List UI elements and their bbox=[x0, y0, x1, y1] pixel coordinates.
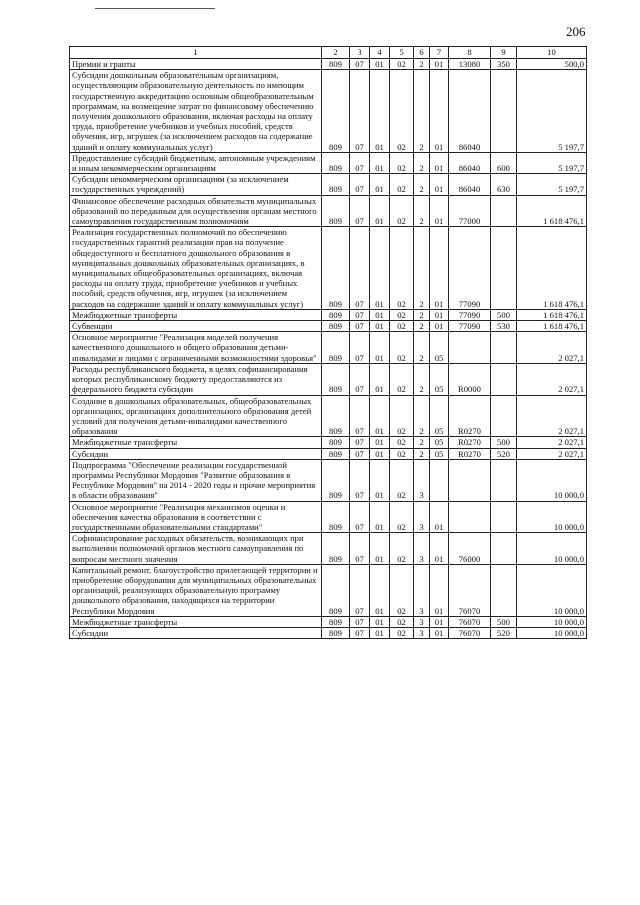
row-code-c8: 76070 bbox=[449, 564, 491, 616]
row-code-c8 bbox=[449, 459, 491, 501]
row-code-c3: 07 bbox=[350, 174, 370, 195]
row-code-c9 bbox=[491, 564, 517, 616]
row-code-c7: 01 bbox=[430, 227, 449, 310]
row-description: Капитальный ремонт, благоустройство прилегающей территории и приобретение оборудования для муниципальных образовательных организаций, реализующих образовательную программу дошкольного образования, находящихся на территории Республики Мордовия bbox=[70, 564, 322, 616]
table-row bbox=[70, 533, 587, 565]
row-code-c8 bbox=[449, 332, 491, 364]
row-code-c7: 05 bbox=[430, 395, 449, 437]
row-amount: 5 197,7 bbox=[517, 174, 587, 195]
row-description: Создание в дошкольных образовательных, общеобразовательных организациях, организациях дополнительного образования детей условий для получения детьми-инвалидами качественного образования bbox=[70, 395, 322, 437]
row-code-c8: 13080 bbox=[449, 59, 491, 70]
table-row bbox=[70, 363, 587, 395]
row-code-c6: 3 bbox=[414, 459, 430, 501]
row-code-c2: 809 bbox=[322, 332, 350, 364]
row-amount: 10 000,0 bbox=[517, 501, 587, 533]
row-code-c4: 01 bbox=[370, 501, 390, 533]
row-description: Субвенции bbox=[70, 321, 322, 332]
row-code-c2: 809 bbox=[322, 501, 350, 533]
row-code-c5: 02 bbox=[390, 332, 414, 364]
row-code-c6: 2 bbox=[414, 448, 430, 459]
row-code-c6: 3 bbox=[414, 616, 430, 627]
row-code-c4: 01 bbox=[370, 174, 390, 195]
row-code-c9: 600 bbox=[491, 152, 517, 173]
row-code-c5: 02 bbox=[390, 448, 414, 459]
row-code-c3: 07 bbox=[350, 395, 370, 437]
row-code-c6: 2 bbox=[414, 227, 430, 310]
table-row bbox=[70, 627, 587, 638]
row-code-c3: 07 bbox=[350, 501, 370, 533]
row-code-c5: 02 bbox=[390, 152, 414, 173]
row-code-c3: 07 bbox=[350, 70, 370, 153]
column-header: 9 bbox=[491, 47, 517, 59]
row-code-c7: 01 bbox=[430, 627, 449, 638]
row-code-c6: 3 bbox=[414, 533, 430, 565]
row-description: Межбюджетные трансферты bbox=[70, 437, 322, 448]
row-code-c7: 01 bbox=[430, 616, 449, 627]
table-row bbox=[70, 616, 587, 627]
row-code-c7: 01 bbox=[430, 152, 449, 173]
row-code-c8: R0270 bbox=[449, 437, 491, 448]
top-rule bbox=[95, 8, 215, 9]
row-code-c3: 07 bbox=[350, 227, 370, 310]
row-code-c6: 2 bbox=[414, 59, 430, 70]
row-code-c3: 07 bbox=[350, 459, 370, 501]
row-code-c8: 76000 bbox=[449, 533, 491, 565]
row-amount: 10 000,0 bbox=[517, 564, 587, 616]
row-amount: 1 618 476,1 bbox=[517, 195, 587, 227]
column-header: 8 bbox=[449, 47, 491, 59]
row-amount: 10 000,0 bbox=[517, 616, 587, 627]
table-row bbox=[70, 332, 587, 364]
row-description: Предоставление субсидий бюджетным, автономным учреждениям и иным некоммерческим организациям bbox=[70, 152, 322, 173]
row-code-c5: 02 bbox=[390, 195, 414, 227]
row-code-c3: 07 bbox=[350, 152, 370, 173]
row-code-c4: 01 bbox=[370, 227, 390, 310]
row-code-c8: 77090 bbox=[449, 227, 491, 310]
row-code-c2: 809 bbox=[322, 309, 350, 320]
row-code-c8: 86040 bbox=[449, 70, 491, 153]
table-row bbox=[70, 195, 587, 227]
row-code-c8: 77090 bbox=[449, 309, 491, 320]
row-code-c7: 05 bbox=[430, 437, 449, 448]
row-code-c4: 01 bbox=[370, 437, 390, 448]
row-code-c4: 01 bbox=[370, 332, 390, 364]
row-code-c8: R0270 bbox=[449, 395, 491, 437]
column-header: 1 bbox=[70, 47, 322, 59]
row-code-c5: 02 bbox=[390, 616, 414, 627]
row-code-c2: 809 bbox=[322, 321, 350, 332]
row-code-c3: 07 bbox=[350, 564, 370, 616]
row-code-c6: 2 bbox=[414, 70, 430, 153]
row-amount: 2 027,1 bbox=[517, 363, 587, 395]
row-code-c4: 01 bbox=[370, 309, 390, 320]
row-code-c5: 02 bbox=[390, 309, 414, 320]
row-code-c7: 05 bbox=[430, 448, 449, 459]
row-code-c2: 809 bbox=[322, 437, 350, 448]
row-code-c5: 02 bbox=[390, 227, 414, 310]
row-code-c9 bbox=[491, 227, 517, 310]
header-row bbox=[70, 47, 587, 59]
table-row bbox=[70, 437, 587, 448]
row-description: Межбюджетные трансферты bbox=[70, 309, 322, 320]
row-amount: 1 618 476,1 bbox=[517, 321, 587, 332]
row-code-c7: 01 bbox=[430, 70, 449, 153]
row-code-c5: 02 bbox=[390, 321, 414, 332]
row-amount: 2 027,1 bbox=[517, 332, 587, 364]
row-code-c8: R0000 bbox=[449, 363, 491, 395]
row-code-c9 bbox=[491, 533, 517, 565]
row-code-c6: 2 bbox=[414, 174, 430, 195]
column-header: 2 bbox=[322, 47, 350, 59]
row-code-c9: 520 bbox=[491, 448, 517, 459]
row-code-c4: 01 bbox=[370, 321, 390, 332]
column-header: 7 bbox=[430, 47, 449, 59]
row-code-c2: 809 bbox=[322, 363, 350, 395]
row-code-c6: 3 bbox=[414, 564, 430, 616]
row-code-c2: 809 bbox=[322, 564, 350, 616]
row-code-c9 bbox=[491, 459, 517, 501]
row-description: Основное мероприятие "Реализация механизмов оценки и обеспечения качества образования в соответствии с государственными образовательными стандартами" bbox=[70, 501, 322, 533]
row-code-c4: 01 bbox=[370, 59, 390, 70]
row-code-c9: 350 bbox=[491, 59, 517, 70]
row-description: Подпрограмма "Обеспечение реализации государственной программы Республики Мордовия "Развитие образования в Республике Мордовия" на 2014 - 2020 годы и прочие мероприятия в области образования" bbox=[70, 459, 322, 501]
row-code-c7: 01 bbox=[430, 195, 449, 227]
row-code-c8: 77000 bbox=[449, 195, 491, 227]
row-code-c6: 2 bbox=[414, 363, 430, 395]
row-code-c3: 07 bbox=[350, 309, 370, 320]
row-code-c3: 07 bbox=[350, 627, 370, 638]
row-amount: 1 618 476,1 bbox=[517, 309, 587, 320]
row-code-c2: 809 bbox=[322, 395, 350, 437]
table-row bbox=[70, 70, 587, 153]
row-code-c8 bbox=[449, 501, 491, 533]
row-code-c8: 77090 bbox=[449, 321, 491, 332]
row-code-c4: 01 bbox=[370, 448, 390, 459]
column-header: 5 bbox=[390, 47, 414, 59]
row-code-c3: 07 bbox=[350, 321, 370, 332]
row-code-c9 bbox=[491, 332, 517, 364]
row-code-c3: 07 bbox=[350, 195, 370, 227]
row-code-c8: 76070 bbox=[449, 616, 491, 627]
row-code-c7: 01 bbox=[430, 321, 449, 332]
column-header: 10 bbox=[517, 47, 587, 59]
row-code-c4: 01 bbox=[370, 616, 390, 627]
row-amount: 2 027,1 bbox=[517, 395, 587, 437]
row-code-c4: 01 bbox=[370, 459, 390, 501]
row-amount: 2 027,1 bbox=[517, 437, 587, 448]
row-code-c5: 02 bbox=[390, 459, 414, 501]
table-row bbox=[70, 564, 587, 616]
row-description: Софинансирование расходных обязательств, возникающих при выполнении полномочий органов местного самоуправления по вопросам местного значения bbox=[70, 533, 322, 565]
row-code-c5: 02 bbox=[390, 437, 414, 448]
row-code-c2: 809 bbox=[322, 459, 350, 501]
row-code-c7: 01 bbox=[430, 174, 449, 195]
column-header: 6 bbox=[414, 47, 430, 59]
row-amount: 5 197,7 bbox=[517, 70, 587, 153]
row-description: Субсидии некоммерческим организациям (за исключением государственных учреждений) bbox=[70, 174, 322, 195]
row-code-c7: 05 bbox=[430, 332, 449, 364]
row-code-c6: 2 bbox=[414, 195, 430, 227]
row-code-c3: 07 bbox=[350, 616, 370, 627]
row-code-c5: 02 bbox=[390, 395, 414, 437]
row-code-c5: 02 bbox=[390, 174, 414, 195]
row-code-c9 bbox=[491, 395, 517, 437]
row-code-c6: 2 bbox=[414, 152, 430, 173]
row-code-c4: 01 bbox=[370, 195, 390, 227]
row-code-c6: 2 bbox=[414, 321, 430, 332]
row-code-c9: 530 bbox=[491, 321, 517, 332]
row-code-c4: 01 bbox=[370, 564, 390, 616]
row-code-c2: 809 bbox=[322, 70, 350, 153]
row-code-c9: 500 bbox=[491, 616, 517, 627]
row-code-c2: 809 bbox=[322, 533, 350, 565]
row-amount: 1 618 476,1 bbox=[517, 227, 587, 310]
table-row bbox=[70, 309, 587, 320]
row-code-c4: 01 bbox=[370, 627, 390, 638]
row-description: Субсидии bbox=[70, 448, 322, 459]
row-description: Реализация государственных полномочий по обеспечению государственных гарантий реализации прав на получение общедоступного и бесплатного дошкольного образования в муниципальных дошкольных образовательных организациях, в муниципальных общеобразовательных организациях, включая расходы на оплату труда, приобретение учебников и учебных пособий, средств обучения, игр, игрушек (за исключением расходов на содержание зданий и оплату коммунальных услуг) bbox=[70, 227, 322, 310]
row-code-c9 bbox=[491, 363, 517, 395]
row-code-c4: 01 bbox=[370, 152, 390, 173]
row-description: Межбюджетные трансферты bbox=[70, 616, 322, 627]
table-row bbox=[70, 448, 587, 459]
row-code-c3: 07 bbox=[350, 533, 370, 565]
row-amount: 10 000,0 bbox=[517, 533, 587, 565]
row-code-c8: 86040 bbox=[449, 152, 491, 173]
row-code-c5: 02 bbox=[390, 70, 414, 153]
column-header: 3 bbox=[350, 47, 370, 59]
row-code-c9 bbox=[491, 70, 517, 153]
row-code-c9 bbox=[491, 195, 517, 227]
row-code-c8: 86040 bbox=[449, 174, 491, 195]
row-code-c9 bbox=[491, 501, 517, 533]
row-amount: 500,0 bbox=[517, 59, 587, 70]
row-code-c3: 07 bbox=[350, 332, 370, 364]
table-row bbox=[70, 395, 587, 437]
row-description: Финансовое обеспечение расходных обязательств муниципальных образований по переданным для осуществления органам местного самоуправления государственным полномочиям bbox=[70, 195, 322, 227]
row-code-c6: 3 bbox=[414, 501, 430, 533]
row-code-c2: 809 bbox=[322, 195, 350, 227]
row-code-c7: 01 bbox=[430, 533, 449, 565]
row-code-c6: 2 bbox=[414, 309, 430, 320]
row-code-c8: R0270 bbox=[449, 448, 491, 459]
table-row bbox=[70, 501, 587, 533]
row-code-c9: 520 bbox=[491, 627, 517, 638]
row-code-c5: 02 bbox=[390, 363, 414, 395]
row-code-c3: 07 bbox=[350, 437, 370, 448]
row-code-c4: 01 bbox=[370, 363, 390, 395]
row-code-c8: 76070 bbox=[449, 627, 491, 638]
row-code-c3: 07 bbox=[350, 59, 370, 70]
row-code-c5: 02 bbox=[390, 533, 414, 565]
row-code-c5: 02 bbox=[390, 501, 414, 533]
row-code-c9: 500 bbox=[491, 309, 517, 320]
table-row bbox=[70, 174, 587, 195]
row-code-c2: 809 bbox=[322, 174, 350, 195]
row-code-c4: 01 bbox=[370, 533, 390, 565]
row-code-c4: 01 bbox=[370, 395, 390, 437]
row-code-c6: 3 bbox=[414, 627, 430, 638]
table-body bbox=[70, 59, 587, 639]
row-amount: 10 000,0 bbox=[517, 459, 587, 501]
row-code-c5: 02 bbox=[390, 627, 414, 638]
column-header: 4 bbox=[370, 47, 390, 59]
row-code-c2: 809 bbox=[322, 152, 350, 173]
row-description: Субсидии bbox=[70, 627, 322, 638]
row-code-c4: 01 bbox=[370, 70, 390, 153]
row-code-c7: 01 bbox=[430, 309, 449, 320]
row-code-c7: 01 bbox=[430, 59, 449, 70]
row-description: Субсидии дошкольным образовательным организациям, осуществляющим образовательную деятельность по имеющим государственную аккредитацию основным общеобразовательным программам, на возмещение затрат по финансовому обеспечению получения дошкольного образования, включая расходы на оплату труда, приобретение учебников и учебных пособий, средств обучения, игр, игрушек (за исключением расходов на содержание зданий и оплату коммунальных услуг) bbox=[70, 70, 322, 153]
row-description: Премии и гранты bbox=[70, 59, 322, 70]
row-code-c3: 07 bbox=[350, 363, 370, 395]
row-code-c2: 809 bbox=[322, 227, 350, 310]
row-code-c2: 809 bbox=[322, 627, 350, 638]
table-row bbox=[70, 321, 587, 332]
row-code-c6: 2 bbox=[414, 437, 430, 448]
row-code-c7: 01 bbox=[430, 501, 449, 533]
row-description: Основное мероприятие "Реализация моделей получения качественного дошкольного и общего образования детьми-инвалидами и лицами с ограниченными возможностями здоровья" bbox=[70, 332, 322, 364]
budget-table bbox=[69, 46, 587, 639]
table-row bbox=[70, 227, 587, 310]
row-code-c2: 809 bbox=[322, 448, 350, 459]
row-code-c7 bbox=[430, 459, 449, 501]
row-amount: 5 197,7 bbox=[517, 152, 587, 173]
row-code-c6: 2 bbox=[414, 395, 430, 437]
table-row bbox=[70, 459, 587, 501]
row-code-c5: 02 bbox=[390, 59, 414, 70]
row-code-c5: 02 bbox=[390, 564, 414, 616]
row-amount: 2 027,1 bbox=[517, 448, 587, 459]
row-code-c6: 2 bbox=[414, 332, 430, 364]
row-code-c3: 07 bbox=[350, 448, 370, 459]
row-description: Расходы республиканского бюджета, в целях софинансирования которых республиканскому бюджету предоставляются из федерального бюджета субсидии bbox=[70, 363, 322, 395]
row-code-c9: 630 bbox=[491, 174, 517, 195]
page-number: 206 bbox=[566, 24, 586, 39]
row-code-c2: 809 bbox=[322, 616, 350, 627]
row-code-c7: 01 bbox=[430, 564, 449, 616]
row-amount: 10 000,0 bbox=[517, 627, 587, 638]
table-row bbox=[70, 152, 587, 173]
table-row bbox=[70, 59, 587, 70]
row-code-c2: 809 bbox=[322, 59, 350, 70]
row-code-c7: 05 bbox=[430, 363, 449, 395]
row-code-c9: 500 bbox=[491, 437, 517, 448]
